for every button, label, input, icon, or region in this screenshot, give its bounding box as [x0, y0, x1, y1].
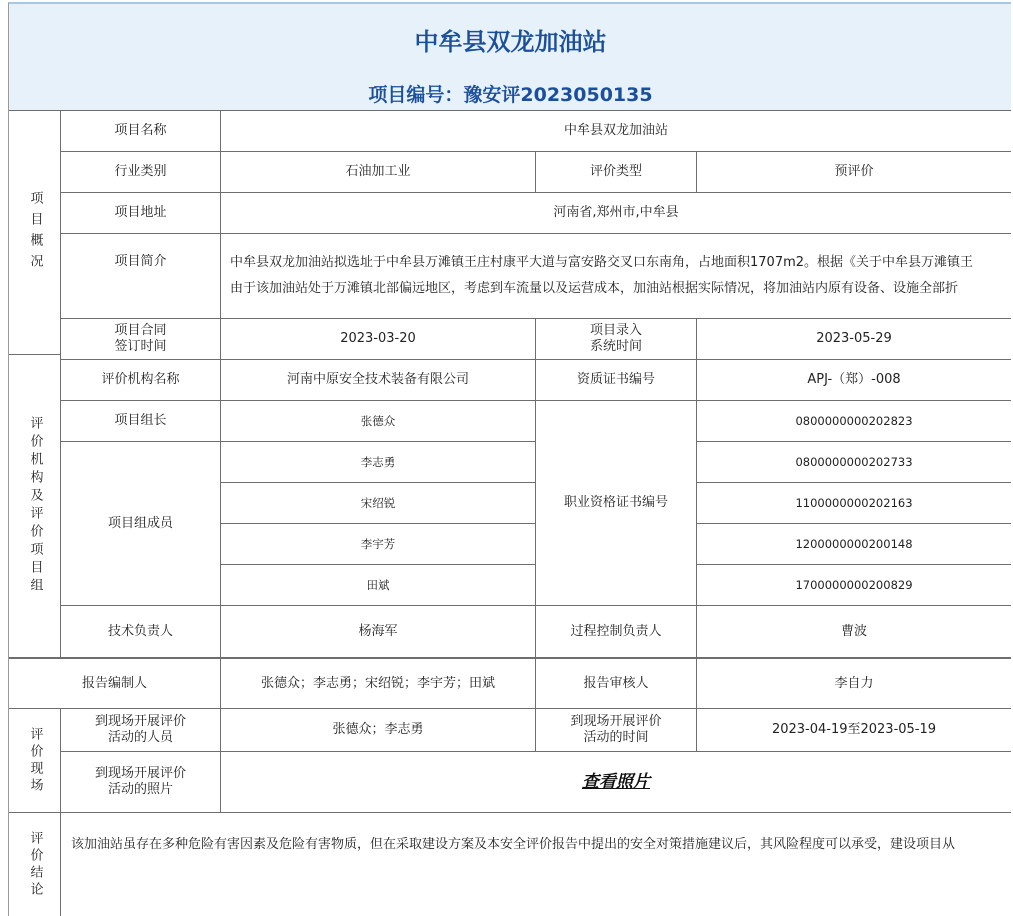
label-intro: 项目简介 [61, 234, 221, 319]
value-process-lead: 曹波 [697, 606, 1011, 658]
label-process-lead: 过程控制负责人 [536, 606, 697, 658]
label-industry: 行业类别 [61, 152, 221, 193]
value-tech-lead: 杨海军 [221, 606, 536, 658]
label-members: 项目组成员 [61, 442, 221, 606]
label-project-name: 项目名称 [61, 111, 221, 152]
value-address: 河南省,郑州市,中牟县 [221, 193, 1011, 234]
project-number: 项目编号：豫安评2023050135 [368, 84, 653, 106]
report-page [8, 2, 1011, 916]
label-site-photos: 到现场开展评价 活动的照片 [61, 752, 221, 813]
value-site-time: 2023-04-19至2023-05-19 [697, 709, 1011, 752]
label-org-name: 评价机构名称 [61, 360, 221, 401]
label-contract-date: 项目合同 签订时间 [61, 319, 221, 360]
value-reviewer: 李自力 [697, 659, 1011, 709]
section-conclusion: 评价结论 [9, 813, 61, 916]
intro-line-1: 中牟县双龙加油站拟选址于中牟县万滩镇王庄村康平大道与富安路交叉口东南角，占地面积1707m2。根据《关于中牟县万滩镇王 [230, 255, 974, 270]
member-3: 李宇芳 [221, 524, 536, 565]
label-leader: 项目组长 [61, 401, 221, 442]
page-title: 中牟县双龙加油站 [414, 28, 607, 56]
value-contract-date: 2023-03-20 [221, 319, 536, 360]
page-header [9, 4, 1011, 110]
qual-number-5: 1700000000200829 [697, 565, 1011, 606]
value-cert: APJ-（郑）-008 [697, 360, 1011, 401]
label-report-author: 报告编制人 [9, 659, 221, 709]
intro-line-2: 由于该加油站处于万滩镇北部偏远地区，考虑到车流量以及运营成本，加油站根据实际情况，将加油站内原有设备、设施全部折 [230, 281, 959, 296]
label-address: 项目地址 [61, 193, 221, 234]
label-site-time: 到现场开展评价 活动的时间 [536, 709, 697, 752]
qual-number-4: 1200000000200148 [697, 524, 1011, 565]
value-leader: 张德众 [221, 401, 536, 442]
label-qualification: 职业资格证书编号 [536, 401, 697, 606]
value-conclusion: 该加油站虽存在多种危险有害因素及危险有害物质，但在采取建设方案及本安全评价报告中提出的安全对策措施建议后，其风险程度可以承受，建设项目从 [61, 813, 1011, 916]
value-entry-date: 2023-05-29 [697, 319, 1011, 360]
section-site: 评价现场 [9, 709, 61, 813]
label-cert: 资质证书编号 [536, 360, 697, 401]
view-photos-link[interactable]: 查看照片 [582, 772, 650, 792]
qual-number-2: 0800000000202733 [697, 442, 1011, 483]
label-eval-type: 评价类型 [536, 152, 697, 193]
value-site-people: 张德众；李志勇 [221, 709, 536, 752]
value-eval-type: 预评价 [697, 152, 1011, 193]
member-1: 李志勇 [221, 442, 536, 483]
label-entry-date: 项目录入 系统时间 [536, 319, 697, 360]
member-2: 宋绍锐 [221, 483, 536, 524]
value-org-name: 河南中原安全技术装备有限公司 [221, 360, 536, 401]
value-industry: 石油加工业 [221, 152, 536, 193]
label-tech-lead: 技术负责人 [61, 606, 221, 658]
label-site-people: 到现场开展评价 活动的人员 [61, 709, 221, 752]
section-overview: 项目概况 [9, 111, 61, 355]
member-4: 田斌 [221, 565, 536, 606]
qual-number-1: 0800000000202823 [697, 401, 1011, 442]
photos-cell [221, 752, 1011, 813]
value-intro [221, 234, 1011, 319]
value-project-name: 中牟县双龙加油站 [221, 111, 1011, 152]
qual-number-3: 1100000000202163 [697, 483, 1011, 524]
label-reviewer: 报告审核人 [536, 659, 697, 709]
value-report-author: 张德众；李志勇；宋绍锐；李宇芳；田斌 [221, 659, 536, 709]
section-org: 评价机构及评价项目组 [9, 355, 61, 658]
